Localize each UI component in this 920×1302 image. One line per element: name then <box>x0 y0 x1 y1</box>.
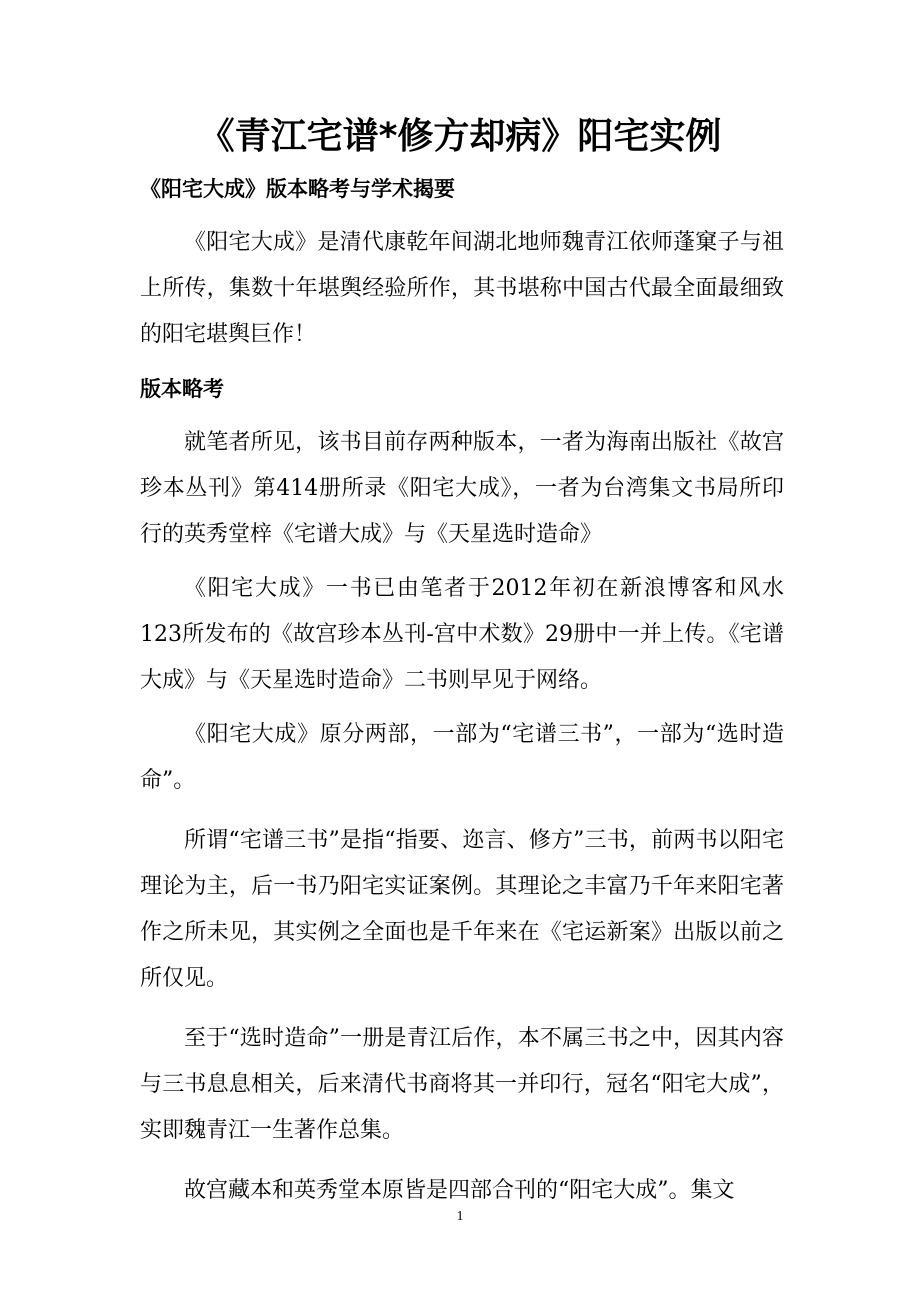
paragraph-editions-5: 至于“选时造命”一册是青江后作，本不属三书之中，因其内容与三书息息相关，后来清代书商将其一并印行，冠名“阳宅大成”，实即魏青江一生著作总集。 <box>140 1026 784 1143</box>
section-heading-editions: 版本略考 <box>140 377 224 401</box>
document-body <box>140 166 784 1214</box>
page-number: 1 <box>456 1209 464 1224</box>
paragraph-editions-4: 所谓“宅谱三书”是指“指要、迩言、修方”三书，前两书以阳宅理论为主，后一书乃阳宅实证案例。其理论之丰富乃千年来阳宅著作之所未见，其实例之全面也是千年来在《宅运新案》出版以前之所仅见。 <box>140 828 784 991</box>
section-heading-overview: 《阳宅大成》版本略考与学术揭要 <box>140 177 455 201</box>
paragraph-editions-1: 就笔者所见，该书目前存两种版本，一者为海南出版社《故宫珍本丛刊》第414册所录《阳宅大成》，一者为台湾集文书局所印行的英秀堂梓《宅谱大成》与《天星选时造命》 <box>140 430 784 547</box>
paragraph-editions-6: 故宫藏本和英秀堂本原皆是四部合刊的“阳宅大成”。集文 <box>184 1178 735 1203</box>
paragraph-editions-3: 《阳宅大成》原分两部，一部为“宅谱三书”，一部为“选时造命”。 <box>140 722 784 793</box>
document-title: 《青江宅谱*修方却病》阳宅实例 <box>198 116 722 157</box>
paragraph-intro: 《阳宅大成》是清代康乾年间湖北地师魏青江依师蓬窠子与祖上所传，集数十年堪舆经验所作，其书堪称中国古代最全面最细致的阳宅堪舆巨作！ <box>140 230 784 347</box>
paragraph-editions-2: 《阳宅大成》一书已由笔者于2012年初在新浪博客和风水123所发布的《故宫珍本丛刊-宫中术数》29册中一并上传。《宅谱大成》与《天星选时造命》二书则早见于网络。 <box>140 576 784 693</box>
